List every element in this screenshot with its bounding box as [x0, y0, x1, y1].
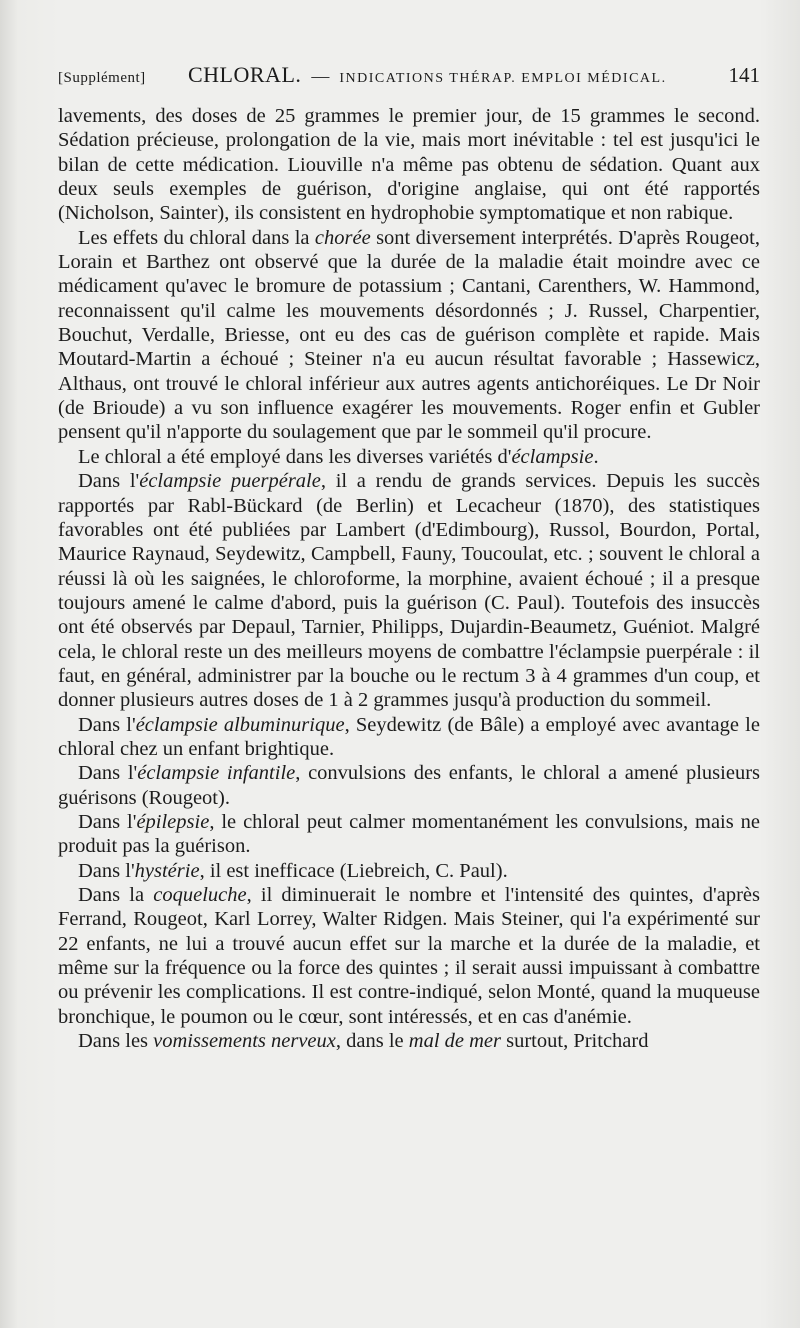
- running-head: [58, 62, 760, 104]
- text-run: , il est inefficace (Liebreich, C. Paul).: [199, 859, 508, 882]
- italic-term: éclampsie infantile: [137, 762, 296, 785]
- italic-term: coqueluche: [153, 884, 247, 906]
- paragraph: [58, 226, 760, 445]
- page-number: 141: [728, 63, 760, 87]
- text-run: Les effets du chloral dans la: [78, 226, 315, 249]
- text-run: Le chloral a été employé dans les diverses variétés d': [78, 445, 512, 468]
- italic-term: hystérie: [134, 859, 200, 882]
- text-run: , il a rendu de grands services. Depuis les succès rapportés par Rabl-Bückard (de Berlin) et Lecacheur (1870), des statistiques favorables ont été publiées par Lambert (d'Edimbourg), Russol, Bourdon, Portal, Maurice Raynaud, Seydewitz, Campbell, Fauny, Toucoulat, etc. ; souvent le chloral a réussi là où les saignées, le chloroforme, la morphine, avaient échoué ; il a presque toujours amené le calme d'abord, puis la guérison (C. Paul). Toutefois des insuccès ont été observés par Depaul, Tarnier, Philipps, Dujardin-Beaumetz, Guéniot. Malgré cela, le chloral reste un des meilleurs moyens de combattre l'éclampsie puerpérale : il faut, en général, administrer par la bouche ou le rectum 3 à 4 grammes d'un coup, et donner plusieurs autres doses de 1 à 2 grammes jusqu'à production du sommeil.: [58, 470, 760, 712]
- text-run: sont diversement interprétés. D'après Rougeot, Lorain et Barthez ont observé que la durée de la maladie était moindre avec ce médicament qu'avec le bromure de potassium ; Cantani, Carenthers, W. Hammond, reconnaissent qu'il calme les mouvements désordonnés ; J. Russel, Charpentier, Bouchut, Verdalle, Briesse, ont eu des cas de guérison complète et rapide. Mais Moutard-Martin a échoué ; Steiner n'a eu aucun résultat favorable ; Hassewicz, Althaus, ont trouvé le chloral inférieur aux autres agents antichoréiques. Le Dr Noir (de Brioude) a vu son influence exagérer les mouvements. Roger enfin et Gubler pensent qu'il n'apporte du soulagement que par le sommeil qu'il procure.: [58, 226, 760, 444]
- text-run: , Seydewitz (de Bâle) a employé avec avantage le chloral chez un enfant brightique.: [58, 713, 760, 760]
- italic-term: éclampsie puerpérale: [139, 470, 321, 493]
- paragraph: [58, 445, 760, 469]
- running-head-subtitle: INDICATIONS THÉRAP. EMPLOI MÉDICAL.: [339, 71, 667, 86]
- body-text: [58, 104, 760, 1053]
- paragraph: [58, 810, 760, 859]
- text-run: Dans l': [78, 810, 137, 833]
- paragraph: [58, 713, 760, 762]
- italic-term: mal de mer: [408, 1030, 501, 1053]
- paragraph: [58, 469, 760, 712]
- text-run: Dans l': [78, 470, 140, 493]
- paragraph: [58, 761, 760, 810]
- text-run: Dans les: [78, 1030, 154, 1053]
- italic-term: éclampsie: [511, 445, 594, 468]
- running-head-section: [Supplément]: [58, 70, 146, 86]
- running-head-dash: —: [311, 66, 330, 86]
- text-run: , il diminuerait le nombre et l'intensité des quintes, d'après Ferrand, Rougeot, Karl Lorrey, Walter Ridgen. Mais Steiner, qui l'a expérimenté sur 22 enfants, ne lui a trouvé aucun effet sur la marche et la durée de la maladie, et même sur la fréquence ou la force des quintes ; il serait aussi impuissant à combattre ou prévenir les complications. Il est contre-indiqué, selon Monté, quand la muqueuse bronchique, le poumon ou le cœur, sont intéressés, et en cas d'anémie.: [58, 884, 760, 1028]
- paragraph: [58, 883, 760, 1029]
- text-run: , convulsions des enfants, le chloral a amené plusieurs guérisons (Rougeot).: [58, 762, 760, 809]
- italic-term: chorée: [314, 226, 371, 249]
- text-run: lavements, des doses de 25 grammes le premier jour, de 15 grammes le second. Sédation précieuse, prolongation de la vie, mais mort inévitable : tel est jusqu'ici le bilan de cette médication. Liouville n'a même pas obtenu de sédation. Quant aux deux seuls exemples de guérison, d'origine anglaise, qui ont été rapportés (Nicholson, Sainter), ils consistent en hydrophobie symptomatique et non rabique.: [58, 105, 760, 225]
- italic-term: épilepsie: [136, 810, 210, 833]
- text-run: , le chloral peut calmer momentanément les convulsions, mais ne produit pas la guérison.: [58, 810, 760, 858]
- text-run: .: [593, 445, 599, 468]
- paragraph: [58, 859, 760, 883]
- paragraph: [58, 104, 760, 226]
- running-head-title: CHLORAL.: [188, 62, 302, 87]
- italic-term: vomissements nerveux: [153, 1030, 336, 1053]
- paragraph: [58, 1029, 760, 1053]
- text-run: Dans la: [78, 884, 154, 906]
- text-run: Dans l': [78, 713, 136, 736]
- text-run: Dans l': [78, 859, 135, 882]
- text-run: surtout, Pritchard: [501, 1030, 649, 1053]
- italic-term: éclampsie albuminurique: [135, 713, 345, 736]
- text-run: , dans le: [335, 1030, 409, 1053]
- text-run: Dans l': [78, 762, 138, 785]
